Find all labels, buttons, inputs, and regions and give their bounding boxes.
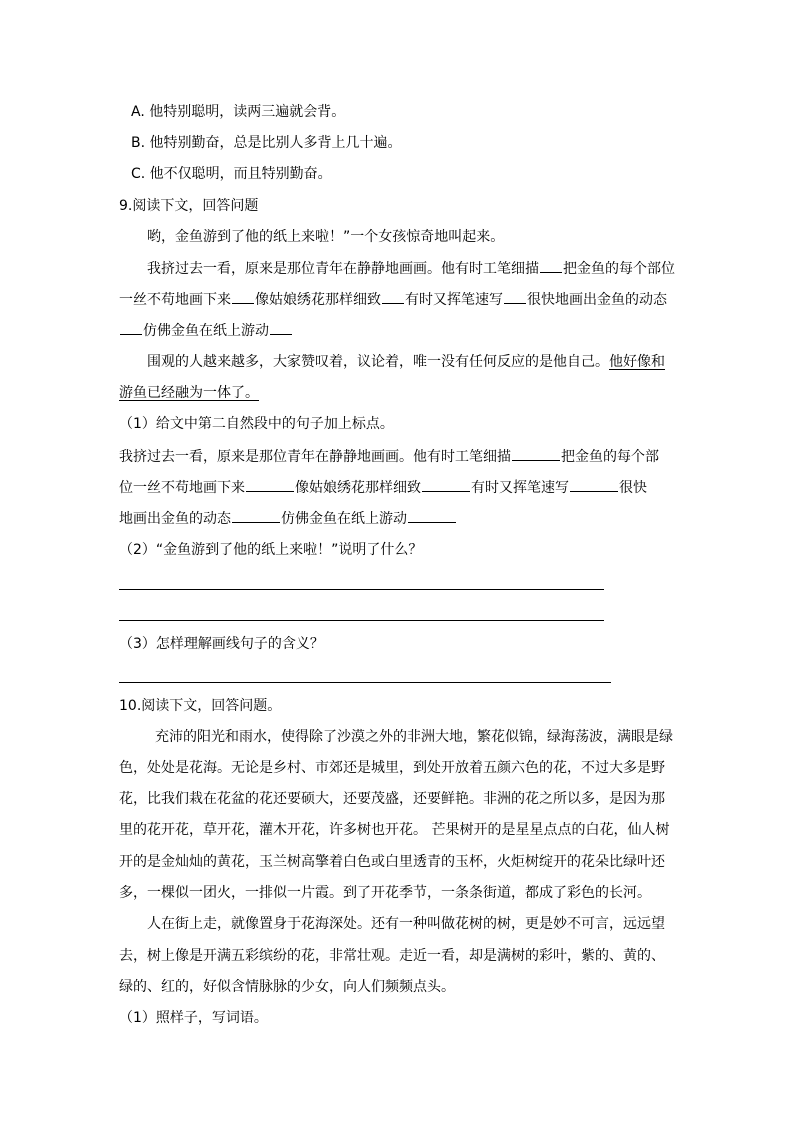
answer-line[interactable] — [119, 682, 611, 683]
q9-paragraph-2-line-2 — [119, 289, 667, 310]
option-b: B. 他特别勤奋，总是比别人多背上几十遍。 — [131, 135, 402, 151]
blank — [270, 320, 292, 335]
q9-title: 9.阅读下文，回答问题 — [119, 198, 259, 214]
text: 把金鱼的每个部 — [561, 449, 659, 465]
blank — [120, 320, 142, 335]
underlined-sentence: 游鱼已经融为一体了。 — [119, 385, 259, 401]
q10-paragraph-1-line: 花，比我们栽在花盆的花还要硕大，还要茂盛，还要鲜艳。非洲的花之所以多，是因为那 — [119, 791, 665, 807]
answer-blank[interactable] — [408, 508, 456, 523]
blank — [232, 289, 254, 304]
text: 像姑娘绣花那样细致 — [255, 292, 381, 308]
answer-line[interactable] — [119, 620, 604, 621]
text: 仿佛金鱼在纸上游动 — [143, 323, 269, 339]
option-c: C. 他不仅聪明，而且特别勤奋。 — [131, 166, 332, 182]
answer-blank[interactable] — [422, 477, 470, 492]
q10-paragraph-2-line: 人在街上走，就像置身于花海深处。还有一种叫做花树的树，更是妙不可言，远远望 — [147, 916, 665, 932]
answer-blank[interactable] — [232, 508, 280, 523]
option-a: A. 他特别聪明，读两三遍就会背。 — [131, 104, 346, 120]
q10-paragraph-2-line: 去，树上像是开满五彩缤纷的花，非常壮观。走近一看，却是满树的彩叶，紫的、黄的、 — [119, 948, 665, 964]
text: 像姑娘绣花那样细致 — [295, 480, 421, 496]
underlined-sentence: 他好像和 — [609, 354, 665, 370]
text: 地画出金鱼的动态 — [119, 511, 231, 527]
text: 一丝不苟地画下来 — [119, 292, 231, 308]
blank — [382, 289, 404, 304]
q10-paragraph-1-line: 充沛的阳光和雨水，使得除了沙漠之外的非洲大地，繁花似锦，绿海荡波，满眼是绿 — [155, 729, 673, 745]
q10-paragraph-1-line: 色，处处是花海。无论是乡村、市郊还是城里，到处开放着五颜六色的花，不过大多是野 — [119, 760, 665, 776]
q9-sub2-prompt: （2）“金鱼游到了他的纸上来啦！”说明了什么？ — [119, 542, 423, 558]
text: 把金鱼的每个部位 — [563, 261, 675, 277]
answer-blank[interactable] — [512, 446, 560, 461]
blank — [504, 289, 526, 304]
q9-sub3-prompt: （3）怎样理解画线句子的含义？ — [119, 636, 324, 652]
q9-paragraph-3-line-1 — [147, 352, 665, 372]
text: 围观的人越来越多，大家赞叹着，议论着，唯一没有任何反应的是他自己。 — [147, 354, 609, 370]
q10-paragraph-1-line: 开的是金灿灿的黄花，玉兰树高擎着白色或白里透青的玉杯，火炬树绽开的花朵比绿叶还 — [119, 854, 665, 870]
q9-paragraph-3-line-2 — [119, 383, 259, 403]
q9-paragraph-2-line-3 — [119, 320, 293, 341]
q10-paragraph-1-line: 多，一棵似一团火，一排似一片霞。到了开花季节，一条条街道，都成了彩色的长河。 — [119, 885, 651, 901]
q10-paragraph-1-line: 里的花开花，草开花，灌木开花，许多树也开花。 芒果树开的是星星点点的白花，仙人树 — [119, 822, 670, 838]
answer-line[interactable] — [119, 589, 604, 590]
text: 有时又挥笔速写 — [471, 480, 569, 496]
q9-sub1-prompt: （1）给文中第二自然段中的句子加上标点。 — [119, 416, 394, 432]
q9-sub1-line-2 — [119, 477, 647, 498]
text: 位一丝不苟地画下来 — [119, 480, 245, 496]
answer-blank[interactable] — [246, 477, 294, 492]
q10-title: 10.阅读下文，回答问题。 — [119, 698, 282, 714]
q10-paragraph-2-line: 绿的、红的，好似含情脉脉的少女，向人们频频点头。 — [119, 979, 455, 995]
q9-paragraph-2-line-1 — [147, 258, 675, 279]
q9-sub1-line-3 — [119, 508, 457, 529]
text: 仿佛金鱼在纸上游动 — [281, 511, 407, 527]
text: 有时又挥笔速写 — [405, 292, 503, 308]
q10-sub1-prompt: （1）照样子，写词语。 — [119, 1010, 268, 1026]
blank — [540, 258, 562, 273]
q9-sub1-line-1 — [119, 446, 659, 467]
text: 我挤过去一看，原来是那位青年在静静地画画。他有时工笔细描 — [147, 261, 539, 277]
text: 很快地画出金鱼的动态 — [527, 292, 667, 308]
text: 我挤过去一看，原来是那位青年在静静地画画。他有时工笔细描 — [119, 449, 511, 465]
q9-paragraph-1: 哟，金鱼游到了他的纸上来啦！”一个女孩惊奇地叫起来。 — [147, 229, 505, 245]
answer-blank[interactable] — [570, 477, 618, 492]
text: 很快 — [619, 480, 647, 496]
